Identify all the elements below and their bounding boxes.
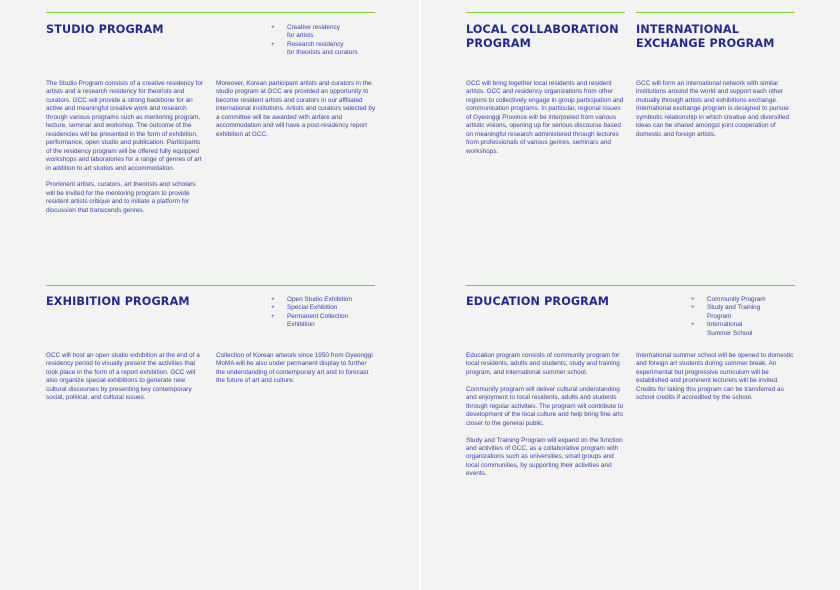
right-page [421,0,840,590]
list-item [271,313,391,330]
paragraph: The Studio Program consists of a creative residency for artists and a research residency for theorists and curators. GCC will provide a strong backbone for an active and meaningful creative work and research through various programs such as mentoring program, lecture, seminar and workshop. The outcome of the residencies will be presented in the form of exhibition, performance, open studio and publication. Participants of the residency program will be offered fully equipped workshops and laboratories for a range of genres of art in addition to art studios and accommodation. [46,80,203,172]
list-item-label: Research residency [287,40,344,48]
paragraph: GCC will form an international network with similar institutions around the world and support each other mutually through artists and exhibitions exchange. International exchange program is designed to pursue symbiotic relationship in which creative and diversified ideas can be shared amongst joint cooperation of domestic and foreign artists. [636,80,790,138]
list-item [691,321,811,338]
list-item-label: Open Studio Exhibition [287,296,353,303]
paragraph: GCC will host an open studio exhibition at the end of a residency period to visually present the activities that took place in the form of a report exhibition. GCC will also organize special exhibitions to generate new cultural discourses by presenting key contemporary social, political, and cultural issues. [46,352,200,402]
education-program-list [691,296,811,338]
title-line: INTERNATIONAL [636,23,739,36]
title-line: LOCAL COLLABORATION [466,23,619,36]
studio-program-body-col2 [216,80,376,139]
local-collaboration-body [466,80,626,156]
paragraph: Community program will deliver cultural understanding and enjoyment to local residents, adults and students through regular activities. The program will contribute to development of the local culture and help bring fine arts closer to the general public. [466,385,624,427]
plus-icon: + [271,312,275,320]
section-divider [466,285,795,286]
paragraph: GCC will bring together local residents and resident artists. GCC and residency organizations from other regions to collectively engage in group participation and communication programs. In particular, regional issues of Gyeonggi Province will be interpreted from various artistic visions, opening up for serious discourse based on meaningful research administered through lectures from professionals of various genres, seminars and workshops. [466,80,624,155]
paragraph: Prominent artists, curators, art theorists and scholars will be invited for the mentoring program to provide resident artists critique and to initiate a platform for discussion that transcends genres. [46,181,196,214]
list-item [691,296,811,304]
section-divider [466,12,625,13]
plus-icon: + [271,296,275,303]
list-item-sub: Program [707,312,732,320]
local-collaboration-title [466,23,619,51]
section-divider [46,12,375,13]
exhibition-program-title: EXHIBITION PROGRAM [46,295,190,308]
plus-icon: + [691,304,695,312]
list-item-label: Creative residency [287,24,340,31]
education-program-body-col1 [466,352,626,479]
list-item-label: Special Exhibition [287,304,338,312]
paragraph: International summer school will be opened to domestic and foreign art students during summer break. An experimental but progressive curriculum will be established and prominent lecturers will be invited. Credits for taking this program can be transferred as school credits if accredited by the school. [636,352,794,402]
international-exchange-title [636,23,775,51]
plus-icon: + [691,321,695,329]
paragraph: Education program consists of community program for local residents, adults and students, study and training program, and international summer school. [466,352,620,376]
paragraph: Collection of Korean artwork since 1950 from Gyeonggi MoMA will be also under permanent display to further the understanding of contemporary art and to forecast the future of art and culture. [216,352,373,385]
studio-program-body-col1 [46,80,206,215]
exhibition-program-list [271,296,391,330]
paragraph: Study and Training Program will expand on the function and activities of GCC, as a collaborative program with organizations such as universities, small groups and local communities, by supporting their activities and events. [466,436,623,478]
list-item-label: Study and Training [707,304,761,312]
list-item-sub: Exhibition [287,321,315,329]
list-item-sub: for artists [287,32,314,40]
section-divider [46,285,375,286]
education-program-title: EDUCATION PROGRAM [466,295,610,308]
studio-program-list [271,24,391,58]
plus-icon: + [271,304,275,312]
title-line: EXCHANGE PROGRAM [636,37,775,50]
list-item [271,304,391,312]
list-item-label: Permanent Collection [287,312,349,320]
paragraph: Moreover, Korean participant artists and curators in the studio program at GCC are provided an opportunity to become resident artists and curators in our affiliated international institutions. Artists and curators selected by a committee will be awarded with airfare and accommodation and will have a post-residency report exhibition at GCC. [216,80,376,138]
list-item-label: Community Program [707,296,766,303]
list-item [691,304,811,321]
plus-icon: + [691,296,695,303]
studio-program-title: STUDIO PROGRAM [46,23,164,36]
list-item [271,24,391,41]
list-item [271,41,391,58]
exhibition-program-body-col2 [216,352,376,386]
plus-icon: + [271,40,275,48]
education-program-body-col2 [636,352,796,403]
section-divider [636,12,795,13]
left-page [0,0,419,590]
list-item-label: International [707,321,743,329]
plus-icon: + [271,24,275,31]
title-line: PROGRAM [466,37,531,50]
international-exchange-body [636,80,796,139]
list-item-sub: Summer School [707,329,753,337]
list-item-sub: for theorists and curators [287,49,358,57]
list-item [271,296,391,304]
exhibition-program-body-col1 [46,352,206,403]
